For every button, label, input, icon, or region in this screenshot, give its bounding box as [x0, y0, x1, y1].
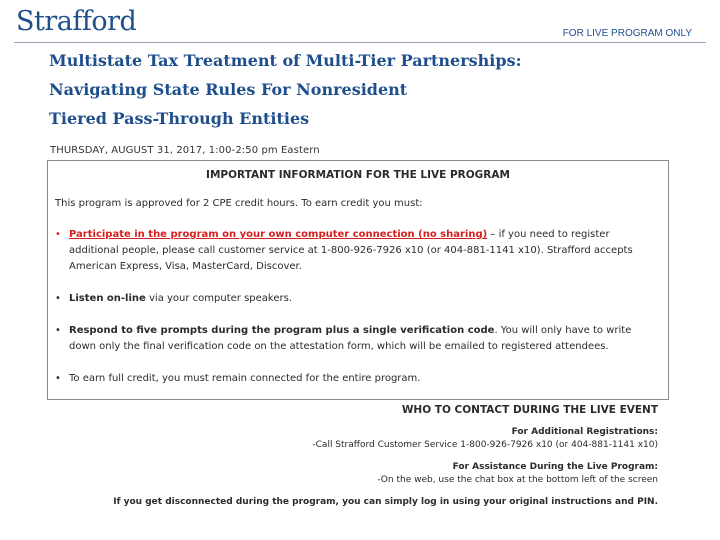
own-connection-link[interactable]: Participate in the program on your own computer connection (no sharing) — [69, 229, 488, 240]
live-program-only-label: FOR LIVE PROGRAM ONLY — [562, 28, 692, 39]
important-info-box — [47, 160, 669, 400]
strafford-logo: Strafford — [16, 6, 137, 37]
registrations-label: For Additional Registrations: — [511, 427, 658, 437]
assistance-label: For Assistance During the Live Program: — [452, 462, 658, 472]
contact-heading: WHO TO CONTACT DURING THE LIVE EVENT — [401, 404, 658, 416]
disconnect-note: If you get disconnected during the program, you can simply log in using your original instructions and PIN. — [113, 497, 658, 507]
header-divider — [14, 42, 706, 43]
info-box-heading: IMPORTANT INFORMATION FOR THE LIVE PROGRAM — [206, 169, 510, 181]
bullet-text: – if you need to register additional people, please call customer service at 1-800-926-7926 x10 (or 404-881-1141 x10). Strafford accepts American Express, Visa, MasterCard, Discover. — [69, 229, 633, 272]
list-item — [55, 291, 655, 307]
list-item — [55, 323, 655, 355]
bullet-bold-text: Respond to five prompts during the program plus a single verification code — [69, 325, 495, 336]
program-date: THURSDAY, AUGUST 31, 2017, 1:00-2:50 pm Eastern — [50, 145, 320, 156]
assistance-text: -On the web, use the chat box at the bottom left of the screen — [377, 475, 658, 485]
requirements-list — [55, 227, 655, 403]
bullet-text: To earn full credit, you must remain connected for the entire program. — [69, 373, 421, 384]
program-title — [49, 46, 689, 133]
bullet-text: via your computer speakers. — [145, 293, 292, 304]
registrations-text: -Call Strafford Customer Service 1-800-926-7926 x10 (or 404-881-1141 x10) — [312, 440, 658, 450]
bullet-text: . You will only have to write down only the final verification code on the attestation form, which will be emailed to registered attendees. — [69, 325, 632, 352]
list-item — [55, 371, 655, 387]
title-line-3: Tiered Pass-Through Entities — [49, 109, 310, 128]
title-line-1: Multistate Tax Treatment of Multi-Tier Partnerships: — [49, 51, 522, 70]
contact-section — [18, 404, 658, 509]
title-line-2: Navigating State Rules For Nonresident — [49, 80, 408, 99]
list-item — [55, 227, 655, 275]
cpe-approval-text: This program is approved for 2 CPE credit hours. To earn credit you must: — [55, 198, 423, 209]
bullet-bold-text: Listen on-line — [69, 293, 146, 304]
